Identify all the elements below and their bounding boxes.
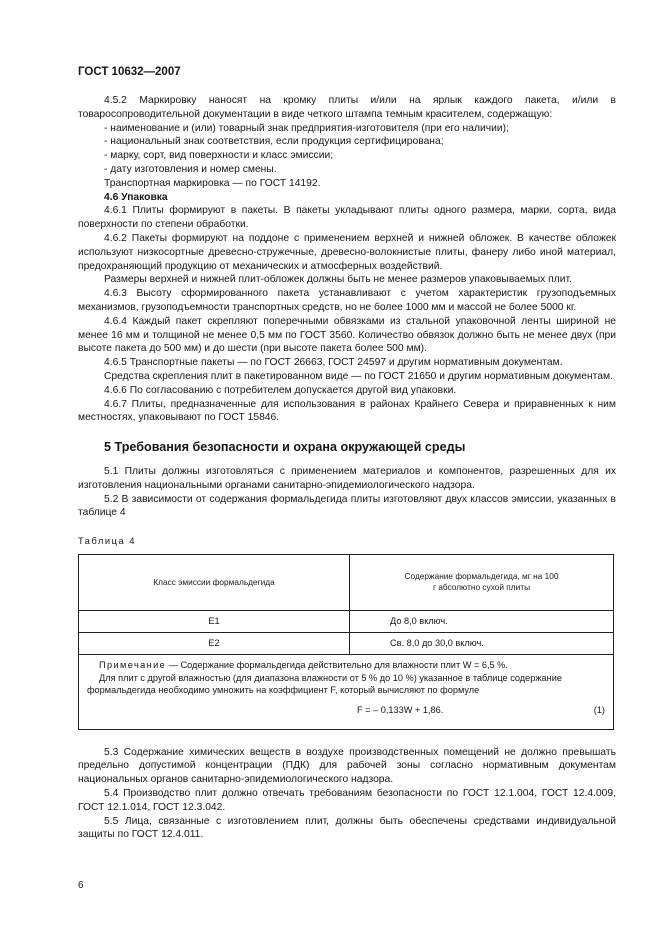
table-row: [79, 610, 614, 632]
marking-list-item: - национальный знак соответствия, если продукция сертифицирована;: [104, 136, 444, 148]
table-header-row: [79, 554, 614, 610]
note-second-paragraph: Для плит с другой влажностью (для диапазона влажности от 5 % до 10 %) указанное в таблице содержание формальдегида необходимо умножить на коэффициент F, который вычисляют по формуле: [87, 672, 562, 696]
standard-header: ГОСТ 10632—2007: [78, 66, 181, 78]
table-cell-class: E2: [79, 632, 350, 654]
clause-4-5-2: 4.5.2 Маркировку наносят на кромку плиты и/или на ярлык каждого пакета, и/или в товаросопроводительной документации в виде четкого штампа темным красителем, содержащую:: [78, 95, 616, 120]
clause-5-3: 5.3 Содержание химических веществ в воздухе производственных помещений не должно превышать предельно допустимой концентрации (ПДК) для рабочей зоны согласно нормативным документам национальных органов санитарно-эпидемиологического надзора.: [78, 746, 616, 786]
clause-4-6-3: 4.6.3 Высоту сформированного пакета устанавливают с учетом характеристик грузоподъемных механизмов, грузоподъемности транспортных средств, но не более 1000 мм и массой не более 5000 кг.: [78, 288, 616, 313]
emission-table: [78, 554, 614, 730]
clause-4-6-7: 4.6.7 Плиты, предназначенные для использования в районах Крайнего Севера и приравненных к ним местностях, упаковывают по ГОСТ 15846.: [78, 398, 616, 424]
table-note: [79, 654, 614, 729]
section-5-title: 5 Требования безопасности и охрана окружающей среды: [104, 440, 466, 455]
note-text: — Содержание формальдегида действительно для влажности плит W = 6,5 %.: [166, 659, 508, 670]
table-note-row: [79, 654, 614, 729]
clause-5-2: 5.2 В зависимости от содержания формальдегида плиты изготовляют двух классов эмиссии, указанных в таблице 4: [78, 493, 616, 519]
clause-4-6-6: 4.6.6 По согласованию с потребителем допускается другой вид упаковки.: [104, 384, 457, 396]
note-label: Примечание: [99, 659, 167, 670]
clause-4-6-2-cont: Размеры верхней и нижней плит-обложек должны быть не менее размеров упаковываемых плит.: [104, 274, 572, 286]
table-caption: Таблица 4: [78, 536, 137, 547]
table-cell-value: Св. 8,0 до 30,0 включ.: [350, 632, 614, 654]
table-row: [79, 632, 614, 654]
formula-number: (1): [593, 704, 605, 715]
transport-marking: Транспортная маркировка — по ГОСТ 14192.: [104, 177, 321, 189]
document-body: [78, 94, 616, 842]
clause-4-6-2: 4.6.2 Пакеты формируют на поддоне с применением верхней и нижней обложек. В качестве обложек используют низкосортные древесно-стружечные, древесно-волокнистые плиты, фанеру либо иной материал, предохраняющий продукцию от механических и атмосферных воздействий.: [78, 232, 616, 272]
table-header-content: Содержание формальдегида, мг на 100 г абсолютно сухой плиты: [350, 554, 614, 610]
page-number: 6: [78, 880, 84, 891]
marking-list-item: - марку, сорт, вид поверхности и класс эмиссии;: [104, 150, 334, 162]
formula-line: [87, 699, 605, 721]
clause-5-5: 5.5 Лица, связанные с изготовлением плит, должны быть обеспечены средствами индивидуальной защиты по ГОСТ 12.4.011.: [78, 815, 616, 841]
table-header-class: Класс эмиссии формальдегида: [79, 554, 350, 610]
table-cell-class: E1: [79, 610, 350, 632]
clause-5-1: 5.1 Плиты должны изготовляться с применением материалов и компонентов, разрешенных для их изготовления национальными органами санитарно-эпидемиологического надзора.: [78, 465, 616, 491]
clause-4-6-4: 4.6.4 Каждый пакет скрепляют поперечными обвязками из стальной упаковочной ленты шириной не менее 16 мм и толщиной не менее 0,5 мм по ГОСТ 3560. Количество обвязок должно быть не менее двух (при высоте пакета до 500 мм) и до шести (при высоте пакета более 500 мм).: [78, 315, 616, 355]
clause-5-4: 5.4 Производство плит должно отвечать требованиям безопасности по ГОСТ 12.1.004, ГОСТ 12.4.009, ГОСТ 12.1.014, ГОСТ 12.3.042.: [78, 788, 616, 813]
clause-4-6-5-cont: Средства скрепления плит в пакетированном виде — по ГОСТ 21650 и другим нормативным документам.: [104, 370, 613, 382]
note-first-line: [87, 659, 605, 672]
formula: F = – 0,133W + 1,86.: [357, 704, 444, 715]
marking-list-item: - дату изготовления и номер смены.: [104, 163, 277, 175]
clause-4-6-1: 4.6.1 Плиты формируют в пакеты. В пакеты укладывают плиты одного размера, марки, сорта, вида поверхности по степени обработки.: [78, 205, 616, 231]
heading-4-6: 4.6 Упаковка: [104, 191, 168, 203]
marking-list-item: - наименование и (или) товарный знак предприятия-изготовителя (при его наличии);: [104, 122, 509, 134]
clause-4-6-5: 4.6.5 Транспортные пакеты — по ГОСТ 26663, ГОСТ 24597 и другим нормативным документам.: [104, 357, 563, 369]
table-cell-value: До 8,0 включ.: [350, 610, 614, 632]
